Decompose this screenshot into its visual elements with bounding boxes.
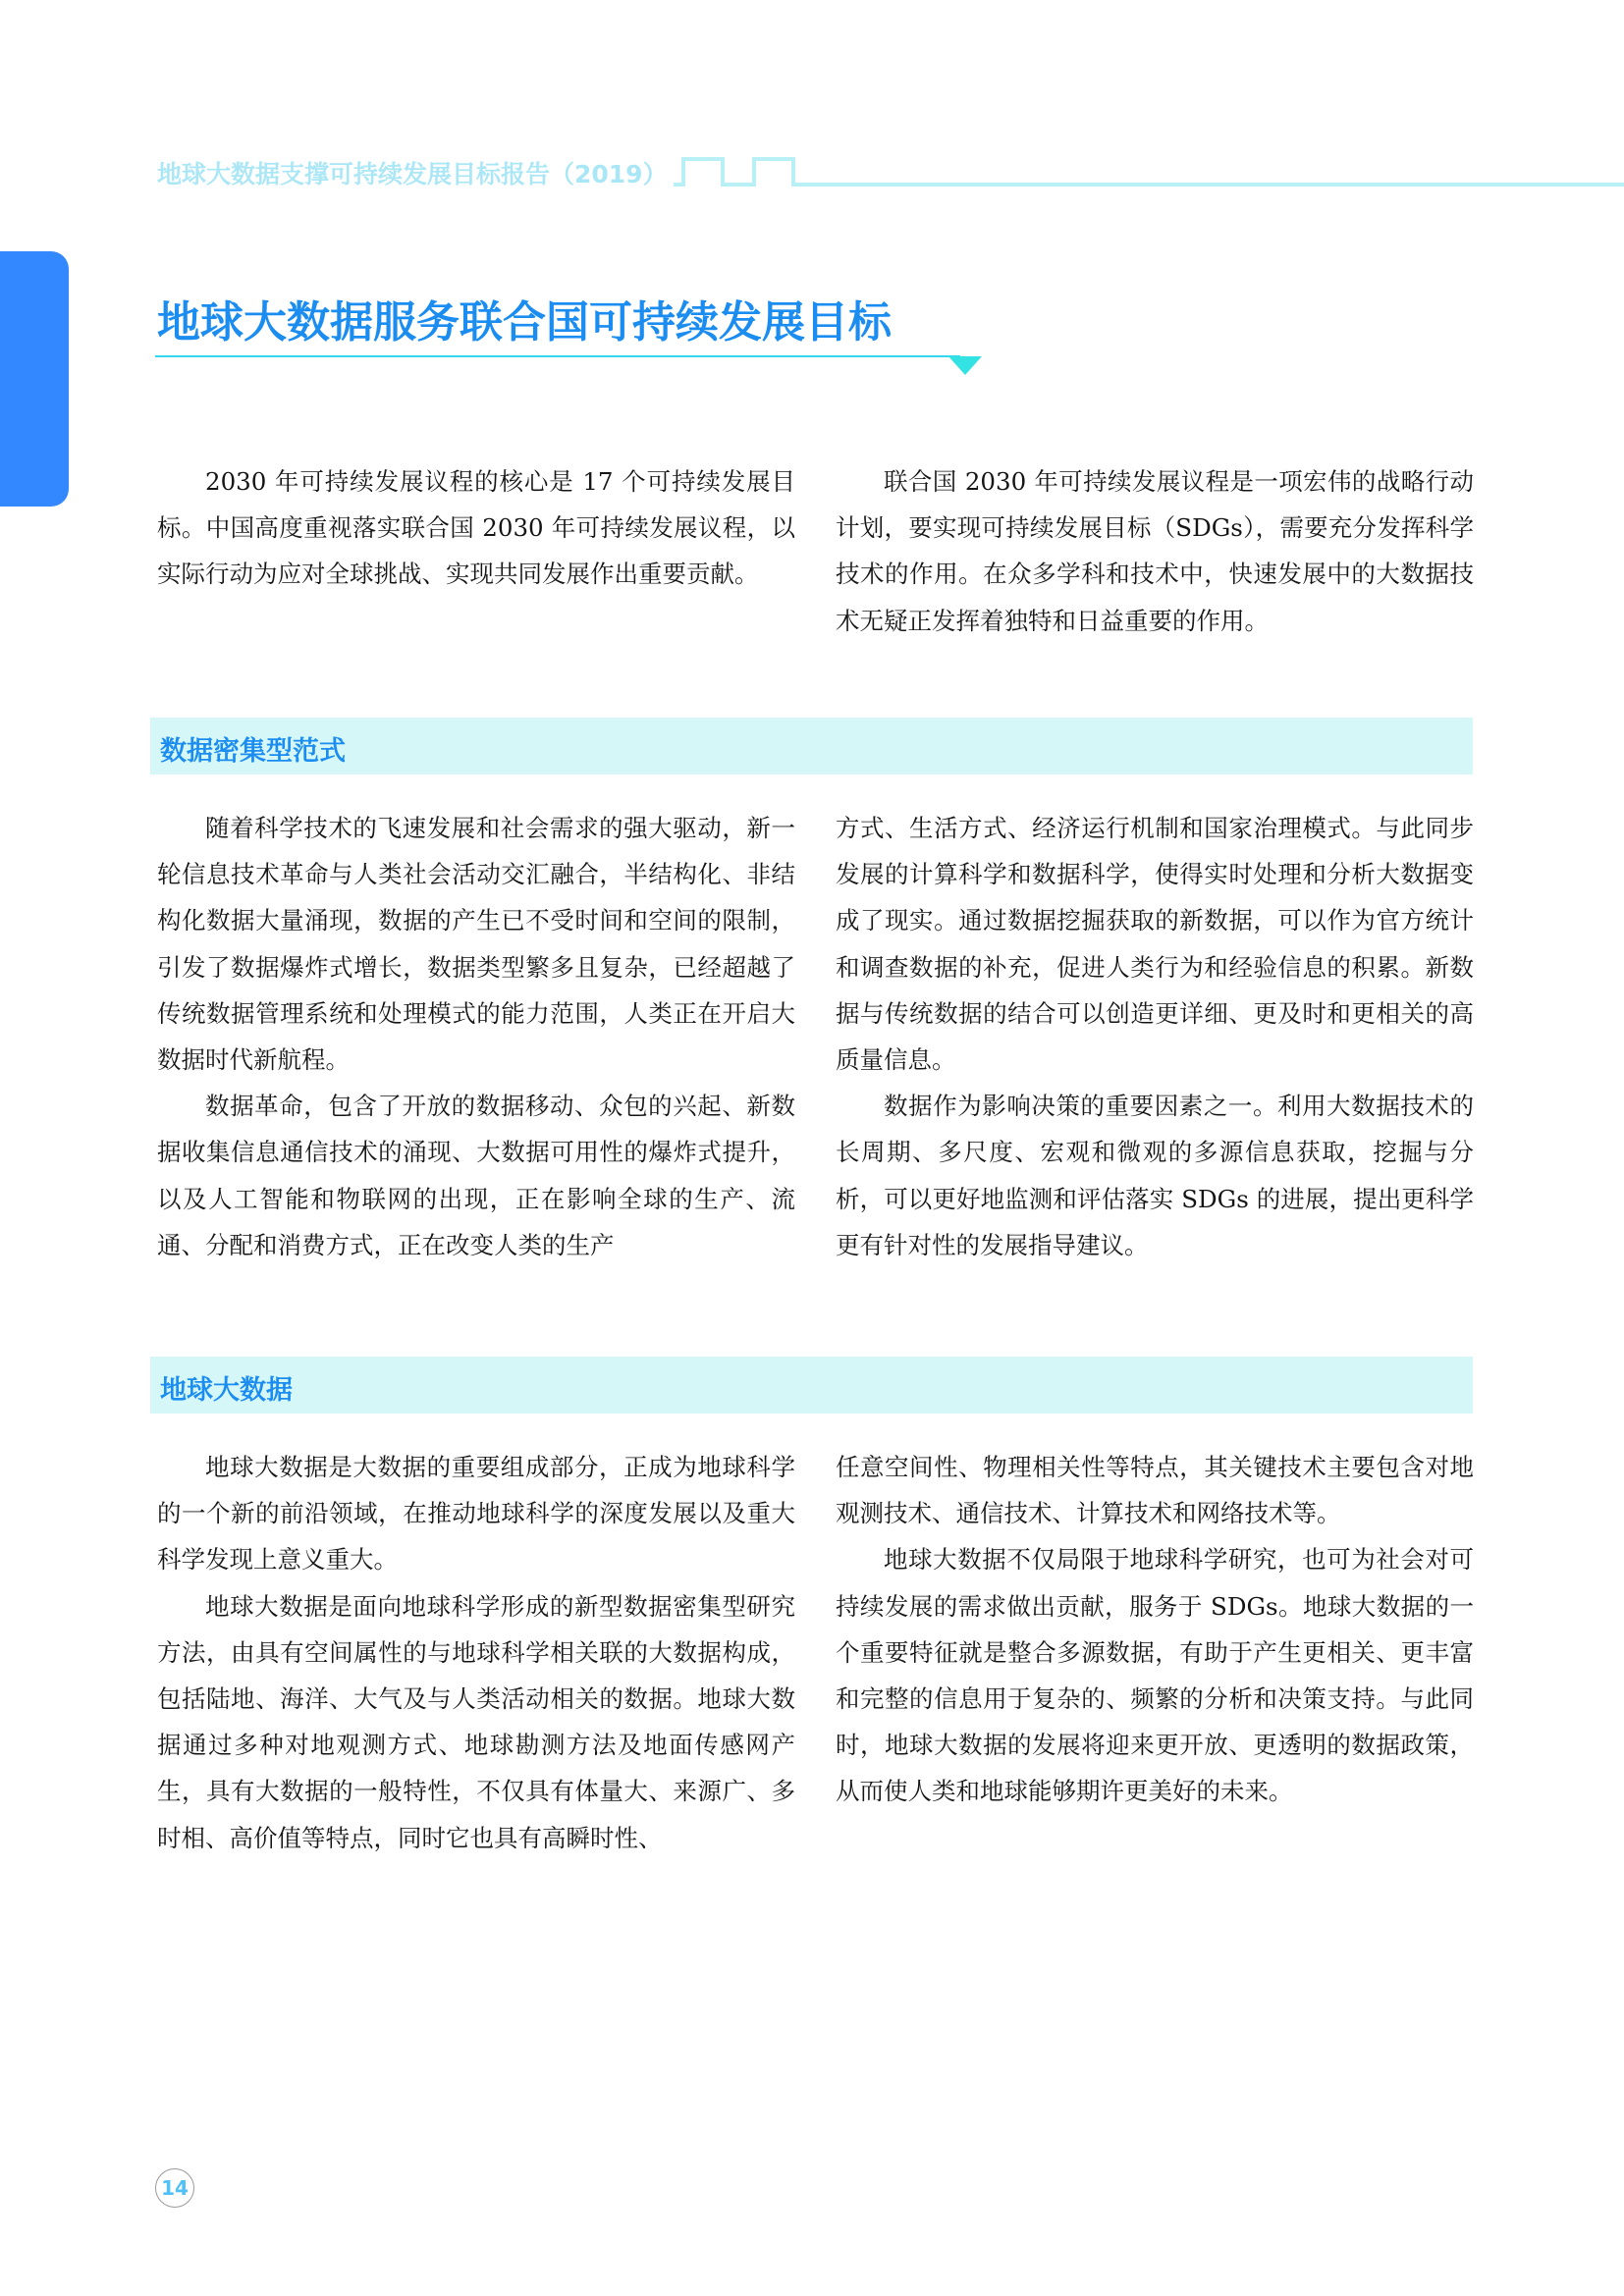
side-tab-marker <box>0 251 69 507</box>
section-heading: 地球大数据 <box>160 1375 293 1406</box>
section1-left-column <box>157 805 795 1268</box>
paragraph: 2030 年可持续发展议程的核心是 17 个可持续发展目标。中国高度重视落实联合国 2030 年可持续发展议程，以实际行动为应对全球挑战、实现共同发展作出重要贡献。 <box>157 467 795 589</box>
paragraph: 地球大数据是面向地球科学形成的新型数据密集型研究方法，由具有空间属性的与地球科学相关联的大数据构成，包括陆地、海洋、大气及与人类活动相关的数据。地球大数据通过多种对地观测方式、地球勘测方法及地面传感网产生，具有大数据的一般特性，不仅具有体量大、来源广、多时相、高价值等特点，同时它也具有高瞬时性、 <box>157 1591 795 1852</box>
paragraph: 随着科学技术的飞速发展和社会需求的强大驱动，新一轮信息技术革命与人类社会活动交汇融合，半结构化、非结构化数据大量涌现，数据的产生已不受时间和空间的限制，引发了数据爆炸式增长，数据类型繁多且复杂，已经超越了传统数据管理系统和处理模式的能力范围，人类正在开启大数据时代新航程。 <box>157 814 795 1075</box>
square-wave-decoration <box>674 157 1624 190</box>
section2-right-column <box>836 1444 1474 1815</box>
running-head-title: 地球大数据支撑可持续发展目标报告（2019） <box>157 160 668 188</box>
intro-right-column <box>836 458 1474 644</box>
section-heading-bar <box>150 1357 1473 1414</box>
section1-right-column <box>836 805 1474 1268</box>
title-underline <box>155 355 960 357</box>
paragraph: 地球大数据是大数据的重要组成部分，正成为地球科学的一个新的前沿领域，在推动地球科学的深度发展以及重大科学发现上意义重大。 <box>157 1453 795 1575</box>
paragraph: 联合国 2030 年可持续发展议程是一项宏伟的战略行动计划，要实现可持续发展目标（SDGs），需要充分发挥科学技术的作用。在众多学科和技术中，快速发展中的大数据技术无疑正发挥着独特和日益重要的作用。 <box>836 467 1474 635</box>
paragraph: 数据革命，包含了开放的数据移动、众包的兴起、新数据收集信息通信技术的涌现、大数据可用性的爆炸式提升，以及人工智能和物联网的出现，正在影响全球的生产、流通、分配和消费方式，正在改变人类的生产 <box>157 1092 795 1259</box>
section-heading: 数据密集型范式 <box>160 736 346 767</box>
page-title: 地球大数据服务联合国可持续发展目标 <box>157 297 892 347</box>
section-heading-bar <box>150 718 1473 774</box>
paragraph-continued: 方式、生活方式、经济运行机制和国家治理模式。与此同步发展的计算科学和数据科学，使得实时处理和分析大数据变成了现实。通过数据挖掘获取的新数据，可以作为官方统计和调查数据的补充，促进人类行为和经验信息的积累。新数据与传统数据的结合可以创造更详细、更及时和更相关的高质量信息。 <box>836 814 1474 1075</box>
intro-left-column <box>157 458 795 598</box>
paragraph: 数据作为影响决策的重要因素之一。利用大数据技术的长周期、多尺度、宏观和微观的多源信息获取，挖掘与分析，可以更好地监测和评估落实 SDGs 的进展，提出更科学更有针对性的发展指导建议。 <box>836 1092 1474 1259</box>
paragraph: 地球大数据不仅局限于地球科学研究，也可为社会对可持续发展的需求做出贡献，服务于 SDGs。地球大数据的一个重要特征就是整合多源数据，有助于产生更相关、更丰富和完整的信息用于复杂的、频繁的分析和决策支持。与此同时，地球大数据的发展将迎来更开放、更透明的数据政策，从而使人类和地球能够期许更美好的未来。 <box>836 1545 1474 1806</box>
paragraph-continued: 任意空间性、物理相关性等特点，其关键技术主要包含对地观测技术、通信技术、计算技术和网络技术等。 <box>836 1453 1474 1528</box>
triangle-marker-icon <box>948 356 982 375</box>
section2-left-column <box>157 1444 795 1861</box>
page-number: 14 <box>155 2168 194 2208</box>
